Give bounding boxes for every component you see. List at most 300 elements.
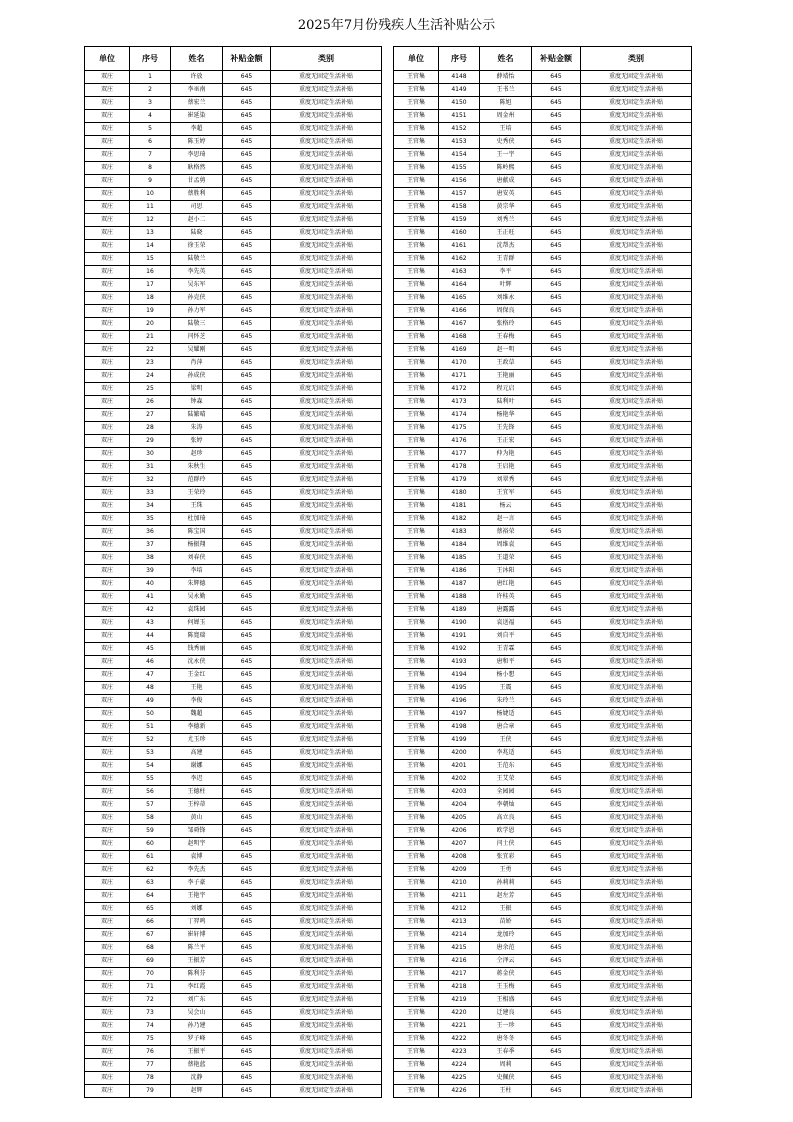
name-cell: 吴东军 xyxy=(171,279,223,292)
category-cell: 重度无固定生活补贴 xyxy=(271,97,382,110)
category-cell: 重度无固定生活补贴 xyxy=(271,318,382,331)
amount-cell: 645 xyxy=(532,617,581,630)
amount-cell: 645 xyxy=(532,1059,581,1072)
amount-cell: 645 xyxy=(532,981,581,994)
table-row xyxy=(85,318,382,331)
unit-cell: 双庄 xyxy=(85,838,130,851)
table-row xyxy=(85,383,382,396)
name-cell: 黄宗华 xyxy=(480,201,532,214)
unit-cell: 双庄 xyxy=(85,84,130,97)
table-row xyxy=(85,123,382,136)
amount-cell: 645 xyxy=(223,799,271,812)
unit-cell: 双庄 xyxy=(85,383,130,396)
amount-cell: 645 xyxy=(532,760,581,773)
table-row xyxy=(85,292,382,305)
unit-cell: 双庄 xyxy=(85,877,130,890)
table-row xyxy=(394,682,692,695)
seq-cell: 4188 xyxy=(439,591,480,604)
name-cell: 高立良 xyxy=(480,812,532,825)
table-row xyxy=(394,721,692,734)
category-cell: 重度无固定生活补贴 xyxy=(271,227,382,240)
category-cell: 重度无固定生活补贴 xyxy=(581,877,692,890)
unit-cell: 王官集 xyxy=(394,357,439,370)
unit-cell: 双庄 xyxy=(85,890,130,903)
seq-cell: 4166 xyxy=(439,305,480,318)
table-row xyxy=(394,201,692,214)
name-cell: 杨云 xyxy=(480,500,532,513)
amount-cell: 645 xyxy=(532,695,581,708)
category-cell: 重度无固定生活补贴 xyxy=(271,786,382,799)
seq-cell: 4184 xyxy=(439,539,480,552)
unit-cell: 双庄 xyxy=(85,916,130,929)
table-row xyxy=(394,71,692,84)
unit-cell: 双庄 xyxy=(85,305,130,318)
seq-cell: 35 xyxy=(130,513,171,526)
amount-cell: 645 xyxy=(223,1085,271,1098)
table-row xyxy=(85,669,382,682)
name-cell: 李巫南 xyxy=(171,84,223,97)
unit-cell: 王官集 xyxy=(394,1020,439,1033)
category-cell: 重度无固定生活补贴 xyxy=(581,396,692,409)
name-cell: 袁博 xyxy=(171,851,223,864)
category-cell: 重度无固定生活补贴 xyxy=(581,1085,692,1098)
amount-cell: 645 xyxy=(532,201,581,214)
table-row xyxy=(394,747,692,760)
seq-cell: 4154 xyxy=(439,149,480,162)
category-cell: 重度无固定生活补贴 xyxy=(271,71,382,84)
amount-cell: 645 xyxy=(223,305,271,318)
amount-cell: 645 xyxy=(532,903,581,916)
name-cell: 周莉 xyxy=(480,1059,532,1072)
seq-cell: 58 xyxy=(130,812,171,825)
table-row xyxy=(394,123,692,136)
unit-cell: 双庄 xyxy=(85,526,130,539)
table-row xyxy=(394,630,692,643)
table-row xyxy=(394,279,692,292)
seq-cell: 79 xyxy=(130,1085,171,1098)
amount-cell: 645 xyxy=(223,630,271,643)
category-cell: 重度无固定生活补贴 xyxy=(581,357,692,370)
unit-cell: 双庄 xyxy=(85,708,130,721)
amount-cell: 645 xyxy=(532,266,581,279)
header-amount: 补贴金额 xyxy=(532,47,581,71)
category-cell: 重度无固定生活补贴 xyxy=(271,487,382,500)
amount-cell: 645 xyxy=(223,851,271,864)
amount-cell: 645 xyxy=(532,253,581,266)
seq-cell: 4161 xyxy=(439,240,480,253)
amount-cell: 645 xyxy=(532,786,581,799)
seq-cell: 15 xyxy=(130,253,171,266)
seq-cell: 76 xyxy=(130,1046,171,1059)
table-row xyxy=(85,448,382,461)
seq-cell: 7 xyxy=(130,149,171,162)
name-cell: 王政草 xyxy=(480,357,532,370)
seq-cell: 4199 xyxy=(439,734,480,747)
name-cell: 朱玲兰 xyxy=(480,695,532,708)
seq-cell: 52 xyxy=(130,734,171,747)
unit-cell: 王官集 xyxy=(394,71,439,84)
table-row xyxy=(394,890,692,903)
category-cell: 重度无固定生活补贴 xyxy=(271,344,382,357)
table-row xyxy=(394,669,692,682)
name-cell: 王一宇 xyxy=(480,149,532,162)
name-cell: 何婵玉 xyxy=(171,617,223,630)
category-cell: 重度无固定生活补贴 xyxy=(271,656,382,669)
name-cell: 蔡宏兰 xyxy=(171,97,223,110)
seq-cell: 67 xyxy=(130,929,171,942)
category-cell: 重度无固定生活补贴 xyxy=(271,877,382,890)
unit-cell: 王官集 xyxy=(394,760,439,773)
unit-cell: 双庄 xyxy=(85,942,130,955)
unit-cell: 王官集 xyxy=(394,799,439,812)
table-row xyxy=(394,1059,692,1072)
seq-cell: 4205 xyxy=(439,812,480,825)
seq-cell: 24 xyxy=(130,370,171,383)
unit-cell: 王官集 xyxy=(394,708,439,721)
amount-cell: 645 xyxy=(532,734,581,747)
name-cell: 王启艳 xyxy=(480,461,532,474)
amount-cell: 645 xyxy=(532,513,581,526)
unit-cell: 王官集 xyxy=(394,188,439,201)
name-cell: 王春梅 xyxy=(480,331,532,344)
unit-cell: 王官集 xyxy=(394,383,439,396)
category-cell: 重度无固定生活补贴 xyxy=(581,240,692,253)
name-cell: 李俊 xyxy=(171,695,223,708)
table-row xyxy=(394,786,692,799)
category-cell: 重度无固定生活补贴 xyxy=(271,240,382,253)
amount-cell: 645 xyxy=(532,1046,581,1059)
seq-cell: 4207 xyxy=(439,838,480,851)
amount-cell: 645 xyxy=(223,1033,271,1046)
unit-cell: 王官集 xyxy=(394,851,439,864)
unit-cell: 双庄 xyxy=(85,578,130,591)
unit-cell: 双庄 xyxy=(85,149,130,162)
seq-cell: 4193 xyxy=(439,656,480,669)
seq-cell: 32 xyxy=(130,474,171,487)
amount-cell: 645 xyxy=(223,370,271,383)
table-row xyxy=(85,981,382,994)
table-row xyxy=(394,734,692,747)
seq-cell: 4195 xyxy=(439,682,480,695)
seq-cell: 33 xyxy=(130,487,171,500)
table-row xyxy=(394,1007,692,1020)
category-cell: 重度无固定生活补贴 xyxy=(581,539,692,552)
unit-cell: 双庄 xyxy=(85,227,130,240)
category-cell: 重度无固定生活补贴 xyxy=(271,578,382,591)
table-row xyxy=(85,591,382,604)
unit-cell: 双庄 xyxy=(85,734,130,747)
name-cell: 唐红艳 xyxy=(480,578,532,591)
amount-cell: 645 xyxy=(223,812,271,825)
category-cell: 重度无固定生活补贴 xyxy=(271,1007,382,1020)
amount-cell: 645 xyxy=(223,214,271,227)
name-cell: 陈寛瑞 xyxy=(171,630,223,643)
amount-cell: 645 xyxy=(532,656,581,669)
seq-cell: 4158 xyxy=(439,201,480,214)
seq-cell: 21 xyxy=(130,331,171,344)
seq-cell: 11 xyxy=(130,201,171,214)
category-cell: 重度无固定生活补贴 xyxy=(271,214,382,227)
name-cell: 张宜彩 xyxy=(480,851,532,864)
category-cell: 重度无固定生活补贴 xyxy=(581,188,692,201)
seq-cell: 4224 xyxy=(439,1059,480,1072)
unit-cell: 王官集 xyxy=(394,1007,439,1020)
category-cell: 重度无固定生活补贴 xyxy=(581,903,692,916)
table-row xyxy=(85,84,382,97)
seq-cell: 9 xyxy=(130,175,171,188)
amount-cell: 645 xyxy=(223,500,271,513)
unit-cell: 王官集 xyxy=(394,435,439,448)
name-cell: 陆繁晴 xyxy=(171,409,223,422)
seq-cell: 4155 xyxy=(439,162,480,175)
category-cell: 重度无固定生活补贴 xyxy=(581,71,692,84)
amount-cell: 645 xyxy=(223,253,271,266)
table-row xyxy=(85,825,382,838)
table-row xyxy=(394,942,692,955)
unit-cell: 双庄 xyxy=(85,591,130,604)
name-cell: 朱涛 xyxy=(171,422,223,435)
category-cell: 重度无固定生活补贴 xyxy=(581,318,692,331)
header-unit: 单位 xyxy=(394,47,439,71)
name-cell: 王书兰 xyxy=(480,84,532,97)
name-cell: 王青群 xyxy=(480,253,532,266)
table-row xyxy=(85,474,382,487)
table-row xyxy=(85,955,382,968)
category-cell: 重度无固定生活补贴 xyxy=(271,682,382,695)
amount-cell: 645 xyxy=(532,799,581,812)
seq-cell: 28 xyxy=(130,422,171,435)
seq-cell: 4180 xyxy=(439,487,480,500)
seq-cell: 31 xyxy=(130,461,171,474)
unit-cell: 王官集 xyxy=(394,669,439,682)
name-cell: 赵珍 xyxy=(171,448,223,461)
table-row xyxy=(394,1046,692,1059)
unit-cell: 双庄 xyxy=(85,968,130,981)
seq-cell: 66 xyxy=(130,916,171,929)
amount-cell: 645 xyxy=(223,1072,271,1085)
amount-cell: 645 xyxy=(223,357,271,370)
header-category: 类别 xyxy=(271,47,382,71)
amount-cell: 645 xyxy=(223,929,271,942)
amount-cell: 645 xyxy=(223,617,271,630)
table-row xyxy=(85,578,382,591)
table-row xyxy=(85,604,382,617)
table-row xyxy=(394,227,692,240)
seq-cell: 4151 xyxy=(439,110,480,123)
seq-cell: 22 xyxy=(130,344,171,357)
amount-cell: 645 xyxy=(223,565,271,578)
unit-cell: 双庄 xyxy=(85,487,130,500)
amount-cell: 645 xyxy=(223,84,271,97)
category-cell: 重度无固定生活补贴 xyxy=(581,513,692,526)
table-row xyxy=(394,994,692,1007)
category-cell: 重度无固定生活补贴 xyxy=(271,669,382,682)
name-cell: 唐合章 xyxy=(480,721,532,734)
name-cell: 刘翠秀 xyxy=(480,474,532,487)
category-cell: 重度无固定生活补贴 xyxy=(271,422,382,435)
table-row xyxy=(85,851,382,864)
seq-cell: 44 xyxy=(130,630,171,643)
seq-cell: 4176 xyxy=(439,435,480,448)
name-cell: 王先锋 xyxy=(480,422,532,435)
unit-cell: 王官集 xyxy=(394,344,439,357)
unit-cell: 双庄 xyxy=(85,357,130,370)
unit-cell: 王官集 xyxy=(394,500,439,513)
unit-cell: 双庄 xyxy=(85,721,130,734)
unit-cell: 双庄 xyxy=(85,773,130,786)
name-cell: 徐玉荣 xyxy=(171,240,223,253)
category-cell: 重度无固定生活补贴 xyxy=(581,695,692,708)
unit-cell: 双庄 xyxy=(85,786,130,799)
seq-cell: 4185 xyxy=(439,552,480,565)
unit-cell: 双庄 xyxy=(85,240,130,253)
name-cell: 李迟 xyxy=(171,773,223,786)
table-row xyxy=(394,474,692,487)
unit-cell: 双庄 xyxy=(85,825,130,838)
seq-cell: 38 xyxy=(130,552,171,565)
category-cell: 重度无固定生活补贴 xyxy=(271,981,382,994)
unit-cell: 双庄 xyxy=(85,396,130,409)
unit-cell: 王官集 xyxy=(394,240,439,253)
seq-cell: 18 xyxy=(130,292,171,305)
seq-cell: 57 xyxy=(130,799,171,812)
amount-cell: 645 xyxy=(223,97,271,110)
table-row xyxy=(85,409,382,422)
name-cell: 蔡胜利 xyxy=(171,188,223,201)
table-row xyxy=(85,1072,382,1085)
name-cell: 杨婕适 xyxy=(480,708,532,721)
name-cell: 王玉梅 xyxy=(480,981,532,994)
category-cell: 重度无固定生活补贴 xyxy=(581,448,692,461)
seq-cell: 10 xyxy=(130,188,171,201)
table-header-row xyxy=(394,47,692,71)
name-cell: 李平 xyxy=(480,266,532,279)
table-row xyxy=(85,201,382,214)
category-cell: 重度无固定生活补贴 xyxy=(271,383,382,396)
category-cell: 重度无固定生活补贴 xyxy=(581,435,692,448)
name-cell: 史秀侠 xyxy=(480,136,532,149)
seq-cell: 4179 xyxy=(439,474,480,487)
amount-cell: 645 xyxy=(532,214,581,227)
name-cell: 赵明宇 xyxy=(171,838,223,851)
table-row xyxy=(85,656,382,669)
unit-cell: 王官集 xyxy=(394,552,439,565)
seq-cell: 4181 xyxy=(439,500,480,513)
category-cell: 重度无固定生活补贴 xyxy=(581,500,692,513)
seq-cell: 54 xyxy=(130,760,171,773)
name-cell: 闫士侠 xyxy=(480,838,532,851)
name-cell: 王艳宇 xyxy=(171,890,223,903)
unit-cell: 王官集 xyxy=(394,955,439,968)
unit-cell: 双庄 xyxy=(85,656,130,669)
category-cell: 重度无固定生活补贴 xyxy=(581,721,692,734)
unit-cell: 双庄 xyxy=(85,123,130,136)
name-cell: 王范东 xyxy=(480,760,532,773)
unit-cell: 王官集 xyxy=(394,591,439,604)
amount-cell: 645 xyxy=(532,721,581,734)
seq-cell: 4163 xyxy=(439,266,480,279)
table-row xyxy=(85,552,382,565)
name-cell: 魏超 xyxy=(171,708,223,721)
category-cell: 重度无固定生活补贴 xyxy=(581,760,692,773)
table-row xyxy=(85,149,382,162)
table-row xyxy=(85,344,382,357)
name-cell: 张格玲 xyxy=(480,318,532,331)
category-cell: 重度无固定生活补贴 xyxy=(271,747,382,760)
amount-cell: 645 xyxy=(532,825,581,838)
table-row xyxy=(394,643,692,656)
seq-cell: 8 xyxy=(130,162,171,175)
category-cell: 重度无固定生活补贴 xyxy=(271,695,382,708)
table-row xyxy=(394,370,692,383)
name-cell: 龙加玲 xyxy=(480,929,532,942)
table-row xyxy=(394,1020,692,1033)
name-cell: 王艳丽 xyxy=(480,370,532,383)
table-row xyxy=(394,929,692,942)
seq-cell: 17 xyxy=(130,279,171,292)
name-cell: 史佩侠 xyxy=(480,1072,532,1085)
name-cell: 王德柱 xyxy=(171,786,223,799)
seq-cell: 4173 xyxy=(439,396,480,409)
table-row xyxy=(394,84,692,97)
amount-cell: 645 xyxy=(223,1007,271,1020)
name-cell: 钟森 xyxy=(171,396,223,409)
category-cell: 重度无固定生活补贴 xyxy=(271,136,382,149)
amount-cell: 645 xyxy=(223,188,271,201)
table-row xyxy=(394,591,692,604)
table-row xyxy=(394,565,692,578)
category-cell: 重度无固定生活补贴 xyxy=(581,487,692,500)
category-cell: 重度无固定生活补贴 xyxy=(271,435,382,448)
name-cell: 司思 xyxy=(171,201,223,214)
amount-cell: 645 xyxy=(532,526,581,539)
amount-cell: 645 xyxy=(532,773,581,786)
table-row xyxy=(85,994,382,1007)
unit-cell: 双庄 xyxy=(85,617,130,630)
amount-cell: 645 xyxy=(532,188,581,201)
unit-cell: 双庄 xyxy=(85,695,130,708)
category-cell: 重度无固定生活补贴 xyxy=(581,214,692,227)
name-cell: 李子豪 xyxy=(171,877,223,890)
category-cell: 重度无固定生活补贴 xyxy=(271,201,382,214)
category-cell: 重度无固定生活补贴 xyxy=(581,851,692,864)
table-row xyxy=(394,175,692,188)
table-row xyxy=(85,929,382,942)
category-cell: 重度无固定生活补贴 xyxy=(581,864,692,877)
seq-cell: 4182 xyxy=(439,513,480,526)
amount-cell: 645 xyxy=(532,175,581,188)
name-cell: 唐献成 xyxy=(480,175,532,188)
unit-cell: 王官集 xyxy=(394,175,439,188)
category-cell: 重度无固定生活补贴 xyxy=(581,656,692,669)
table-row xyxy=(85,916,382,929)
amount-cell: 645 xyxy=(532,643,581,656)
name-cell: 欧学恩 xyxy=(480,825,532,838)
unit-cell: 双庄 xyxy=(85,630,130,643)
unit-cell: 王官集 xyxy=(394,942,439,955)
amount-cell: 645 xyxy=(532,136,581,149)
unit-cell: 王官集 xyxy=(394,214,439,227)
seq-cell: 4204 xyxy=(439,799,480,812)
seq-cell: 4183 xyxy=(439,526,480,539)
category-cell: 重度无固定生活补贴 xyxy=(271,994,382,1007)
amount-cell: 645 xyxy=(532,890,581,903)
amount-cell: 645 xyxy=(223,890,271,903)
amount-cell: 645 xyxy=(223,786,271,799)
amount-cell: 645 xyxy=(532,929,581,942)
name-cell: 仲为艳 xyxy=(480,448,532,461)
seq-cell: 26 xyxy=(130,396,171,409)
